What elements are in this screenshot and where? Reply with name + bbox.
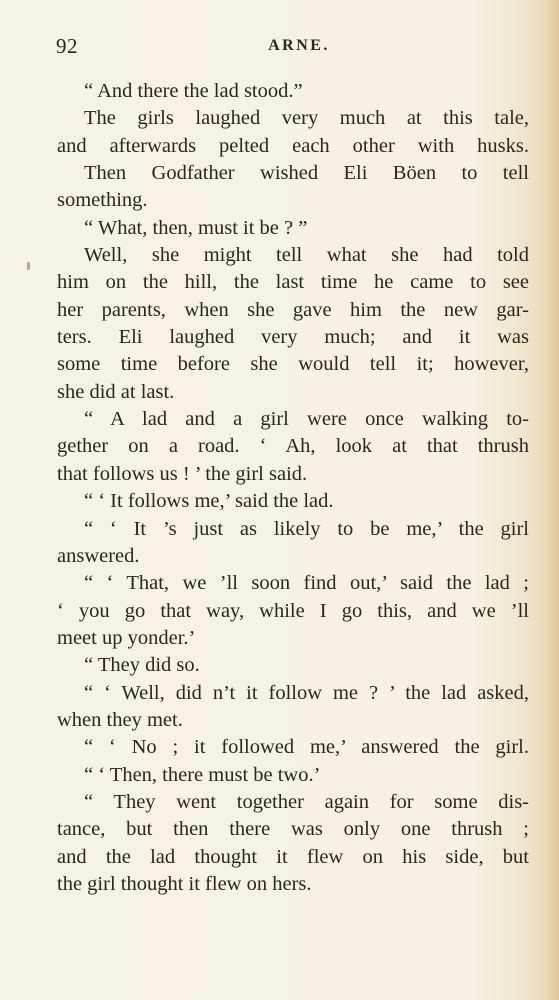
text-line: “ ‘ Then, there must be two.’	[84, 763, 321, 786]
text-line: gether on a road. ‘ Ah, look at that thrush	[57, 435, 529, 458]
text-line: “ ‘ It ’s just as likely to be me,’ the girl	[84, 517, 529, 540]
running-title: ARNE.	[268, 37, 330, 54]
text-line: “ They went together again for some dis-	[84, 790, 529, 813]
text-line: him on the hill, the last time he came to see	[57, 271, 529, 294]
text-line: “ ‘ No ; it followed me,’ answered the girl.	[84, 736, 529, 759]
text-line: “ A lad and a girl were once walking to-	[84, 408, 529, 431]
text-line: some time before she would tell it; however,	[57, 353, 529, 376]
text-line: ters. Eli laughed very much; and it was	[57, 326, 529, 349]
page-number: 92	[56, 34, 78, 58]
text-line: she did at last.	[57, 380, 175, 403]
margin-mark	[27, 262, 30, 270]
text-line: “ ‘ That, we ’ll soon find out,’ said the lad ;	[84, 572, 529, 595]
text-line: “ And there the lad stood.”	[84, 80, 303, 102]
text-line: when they met.	[57, 708, 183, 731]
text-line: The girls laughed very much at this tale,	[84, 107, 529, 130]
text-line: that follows us ! ’ the girl said.	[57, 462, 308, 485]
text-line: “ What, then, must it be ? ”	[84, 216, 308, 239]
text-line: tance, but then there was only one thrush ;	[57, 818, 529, 841]
text-line: “ ‘ Well, did n’t it follow me ? ’ the lad asked,	[84, 681, 529, 704]
text-line: Then Godfather wished Eli Böen to tell	[84, 162, 529, 185]
text-line: answered.	[57, 544, 140, 567]
body-text	[57, 78, 529, 898]
text-line: meet up yonder.’	[57, 626, 196, 649]
text-line: and afterwards pelted each other with husks.	[57, 134, 529, 157]
text-line: Well, she might tell what she had told	[84, 244, 529, 267]
text-line: her parents, when she gave him the new gar-	[57, 298, 529, 321]
text-line: something.	[57, 189, 148, 212]
running-head	[56, 34, 532, 60]
page-edge-shading	[543, 0, 559, 1000]
text-line: ‘ you go that way, while I go this, and we ’ll	[57, 599, 529, 622]
text-line: “ They did so.	[84, 654, 200, 677]
text-line: and the lad thought it flew on his side, but	[57, 845, 529, 868]
text-line: the girl thought it flew on hers.	[57, 872, 312, 895]
text-line: “ ‘ It follows me,’ said the lad.	[84, 490, 334, 513]
